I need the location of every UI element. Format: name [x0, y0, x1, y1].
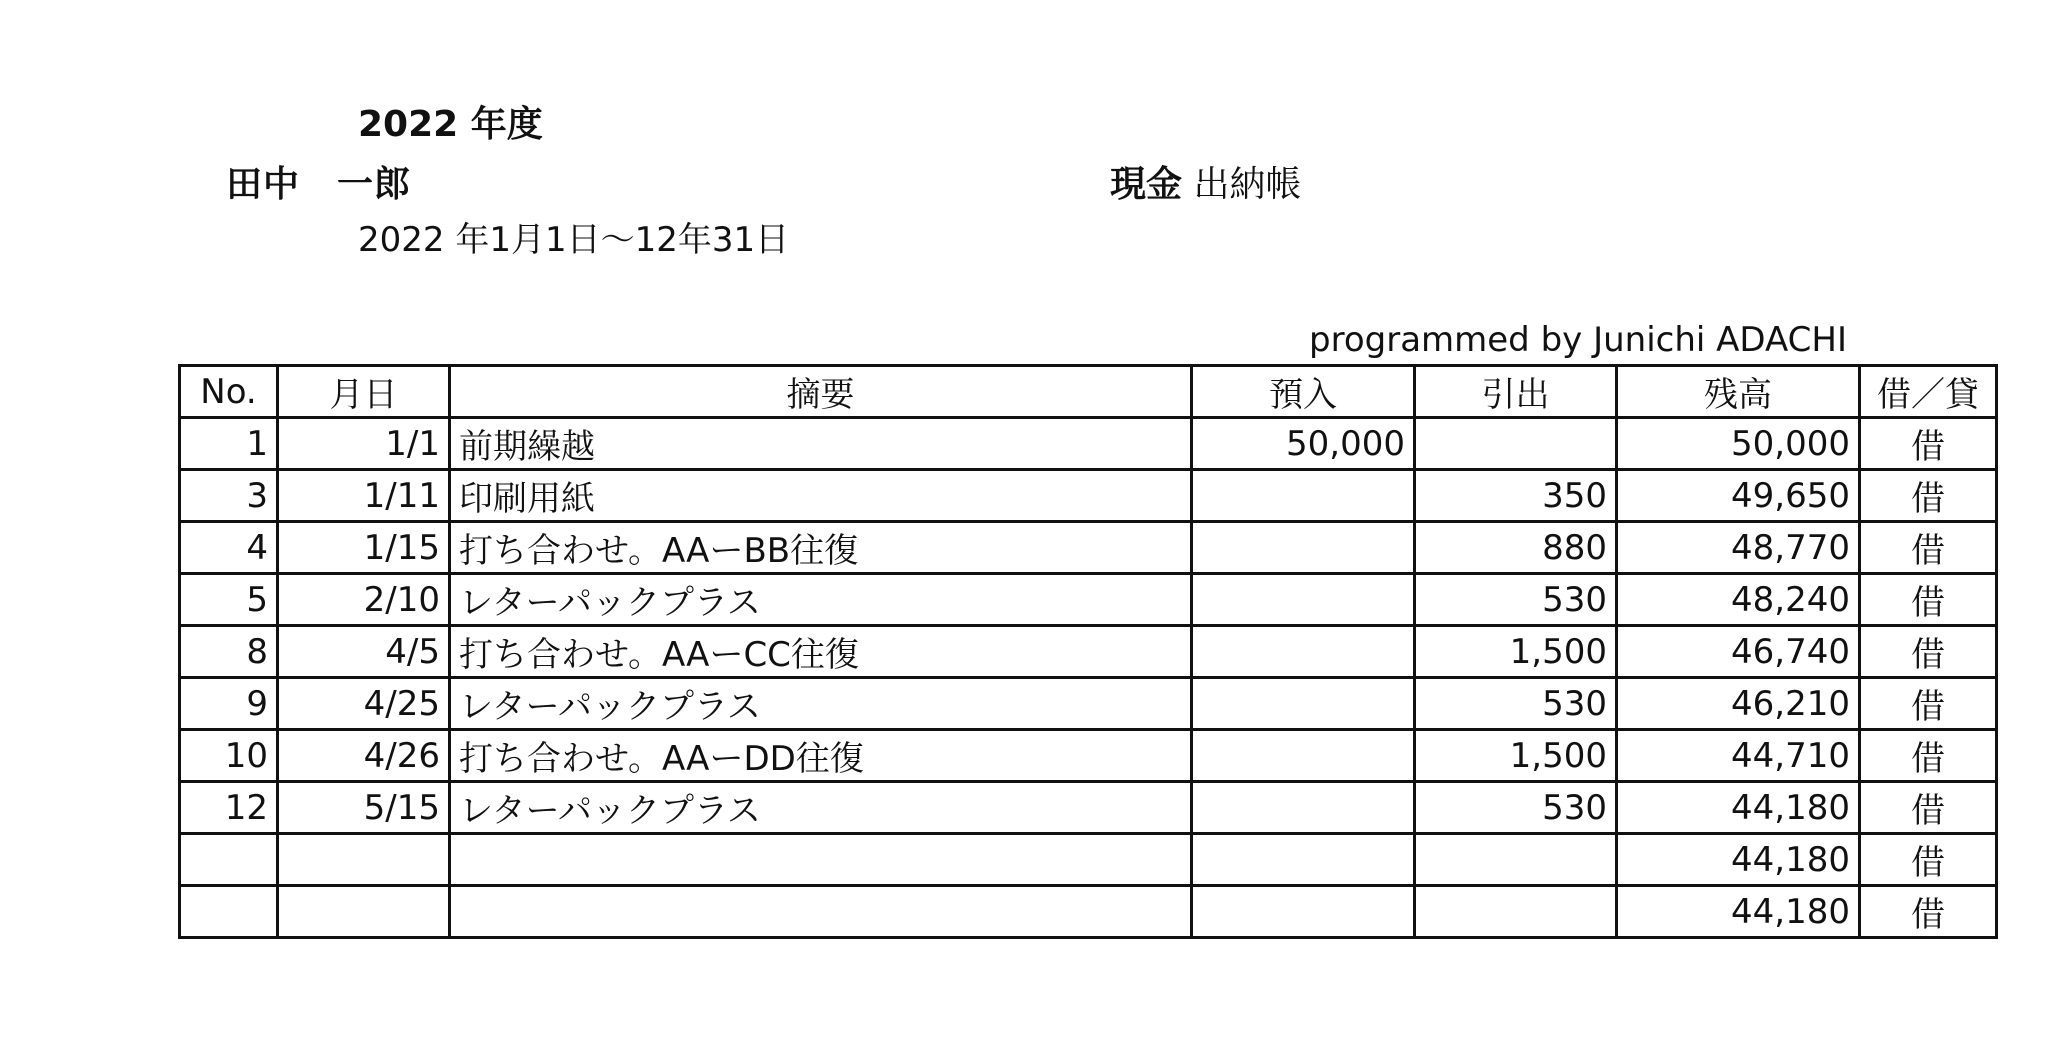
entry-deposit [1192, 574, 1415, 626]
entry-number: 8 [180, 626, 278, 678]
period-range: 2022 年1月1日～12年31日 [358, 220, 790, 260]
entry-description: 打ち合わせ。AAーBB往復 [450, 522, 1192, 574]
ledger-title-prefix: 現金 [1110, 164, 1183, 205]
entry-withdrawal: 880 [1415, 522, 1617, 574]
entry-withdrawal [1415, 834, 1617, 886]
entry-number: 9 [180, 678, 278, 730]
entry-date: 1/11 [278, 470, 450, 522]
entry-deposit [1192, 626, 1415, 678]
entry-debit-credit: 借 [1860, 626, 1997, 678]
entry-date: 2/10 [278, 574, 450, 626]
entry-withdrawal: 530 [1415, 574, 1617, 626]
ledger-title [1110, 156, 1301, 207]
entry-debit-credit: 借 [1860, 886, 1997, 938]
entry-balance: 50,000 [1617, 418, 1860, 470]
column-header-no: No. [180, 366, 278, 418]
entry-number [180, 886, 278, 938]
table-row [180, 470, 1997, 522]
entry-number: 3 [180, 470, 278, 522]
entry-number: 5 [180, 574, 278, 626]
entry-description: レターパックプラス [450, 782, 1192, 834]
entry-description [450, 834, 1192, 886]
entry-balance: 44,180 [1617, 782, 1860, 834]
table-row [180, 418, 1997, 470]
column-header-description: 摘要 [450, 366, 1192, 418]
table-row [180, 834, 1997, 886]
entry-description: 打ち合わせ。AAーDD往復 [450, 730, 1192, 782]
entry-description: 打ち合わせ。AAーCC往復 [450, 626, 1192, 678]
entry-date [278, 886, 450, 938]
entry-date: 1/15 [278, 522, 450, 574]
entry-debit-credit: 借 [1860, 782, 1997, 834]
table-row [180, 730, 1997, 782]
table-row [180, 522, 1997, 574]
entry-balance: 44,180 [1617, 886, 1860, 938]
column-header-date: 月日 [278, 366, 450, 418]
entry-debit-credit: 借 [1860, 678, 1997, 730]
entry-description: レターパックプラス [450, 678, 1192, 730]
ledger-title-name: 出納帳 [1193, 164, 1302, 205]
column-header-withdrawal: 引出 [1415, 366, 1617, 418]
entry-balance: 44,710 [1617, 730, 1860, 782]
entry-balance: 46,210 [1617, 678, 1860, 730]
entry-deposit: 50,000 [1192, 418, 1415, 470]
entry-withdrawal: 530 [1415, 678, 1617, 730]
fiscal-year-heading: 2022 年度 [358, 104, 543, 145]
entry-date: 5/15 [278, 782, 450, 834]
entry-balance: 44,180 [1617, 834, 1860, 886]
entry-deposit [1192, 782, 1415, 834]
entry-description: 前期繰越 [450, 418, 1192, 470]
entry-debit-credit: 借 [1860, 522, 1997, 574]
entry-withdrawal: 530 [1415, 782, 1617, 834]
cash-ledger-table [178, 364, 1998, 939]
entry-withdrawal [1415, 418, 1617, 470]
column-header-deposit: 預入 [1192, 366, 1415, 418]
entry-number: 12 [180, 782, 278, 834]
entry-number: 10 [180, 730, 278, 782]
table-row [180, 626, 1997, 678]
entry-withdrawal: 1,500 [1415, 626, 1617, 678]
entry-balance: 48,240 [1617, 574, 1860, 626]
table-row [180, 886, 1997, 938]
entry-debit-credit: 借 [1860, 834, 1997, 886]
entry-date: 4/26 [278, 730, 450, 782]
entry-number [180, 834, 278, 886]
table-header-row [180, 366, 1997, 418]
entry-date: 4/25 [278, 678, 450, 730]
entry-debit-credit: 借 [1860, 418, 1997, 470]
entry-debit-credit: 借 [1860, 574, 1997, 626]
entry-withdrawal: 350 [1415, 470, 1617, 522]
owner-name: 田中 一郎 [226, 164, 412, 205]
entry-debit-credit: 借 [1860, 470, 1997, 522]
entry-withdrawal [1415, 886, 1617, 938]
author-credit: programmed by Junichi ADACHI [1309, 320, 1847, 360]
column-header-debit-credit: 借／貸 [1860, 366, 1997, 418]
entry-deposit [1192, 522, 1415, 574]
entry-description: レターパックプラス [450, 574, 1192, 626]
entry-balance: 46,740 [1617, 626, 1860, 678]
entry-balance: 48,770 [1617, 522, 1860, 574]
entry-date [278, 834, 450, 886]
entry-balance: 49,650 [1617, 470, 1860, 522]
column-header-balance: 残高 [1617, 366, 1860, 418]
entry-deposit [1192, 470, 1415, 522]
entry-withdrawal: 1,500 [1415, 730, 1617, 782]
table-row [180, 574, 1997, 626]
entry-deposit [1192, 886, 1415, 938]
table-row [180, 678, 1997, 730]
entry-deposit [1192, 834, 1415, 886]
entry-description [450, 886, 1192, 938]
table-row [180, 782, 1997, 834]
entry-debit-credit: 借 [1860, 730, 1997, 782]
entry-number: 4 [180, 522, 278, 574]
entry-date: 4/5 [278, 626, 450, 678]
entry-description: 印刷用紙 [450, 470, 1192, 522]
entry-number: 1 [180, 418, 278, 470]
entry-deposit [1192, 730, 1415, 782]
entry-date: 1/1 [278, 418, 450, 470]
entry-deposit [1192, 678, 1415, 730]
